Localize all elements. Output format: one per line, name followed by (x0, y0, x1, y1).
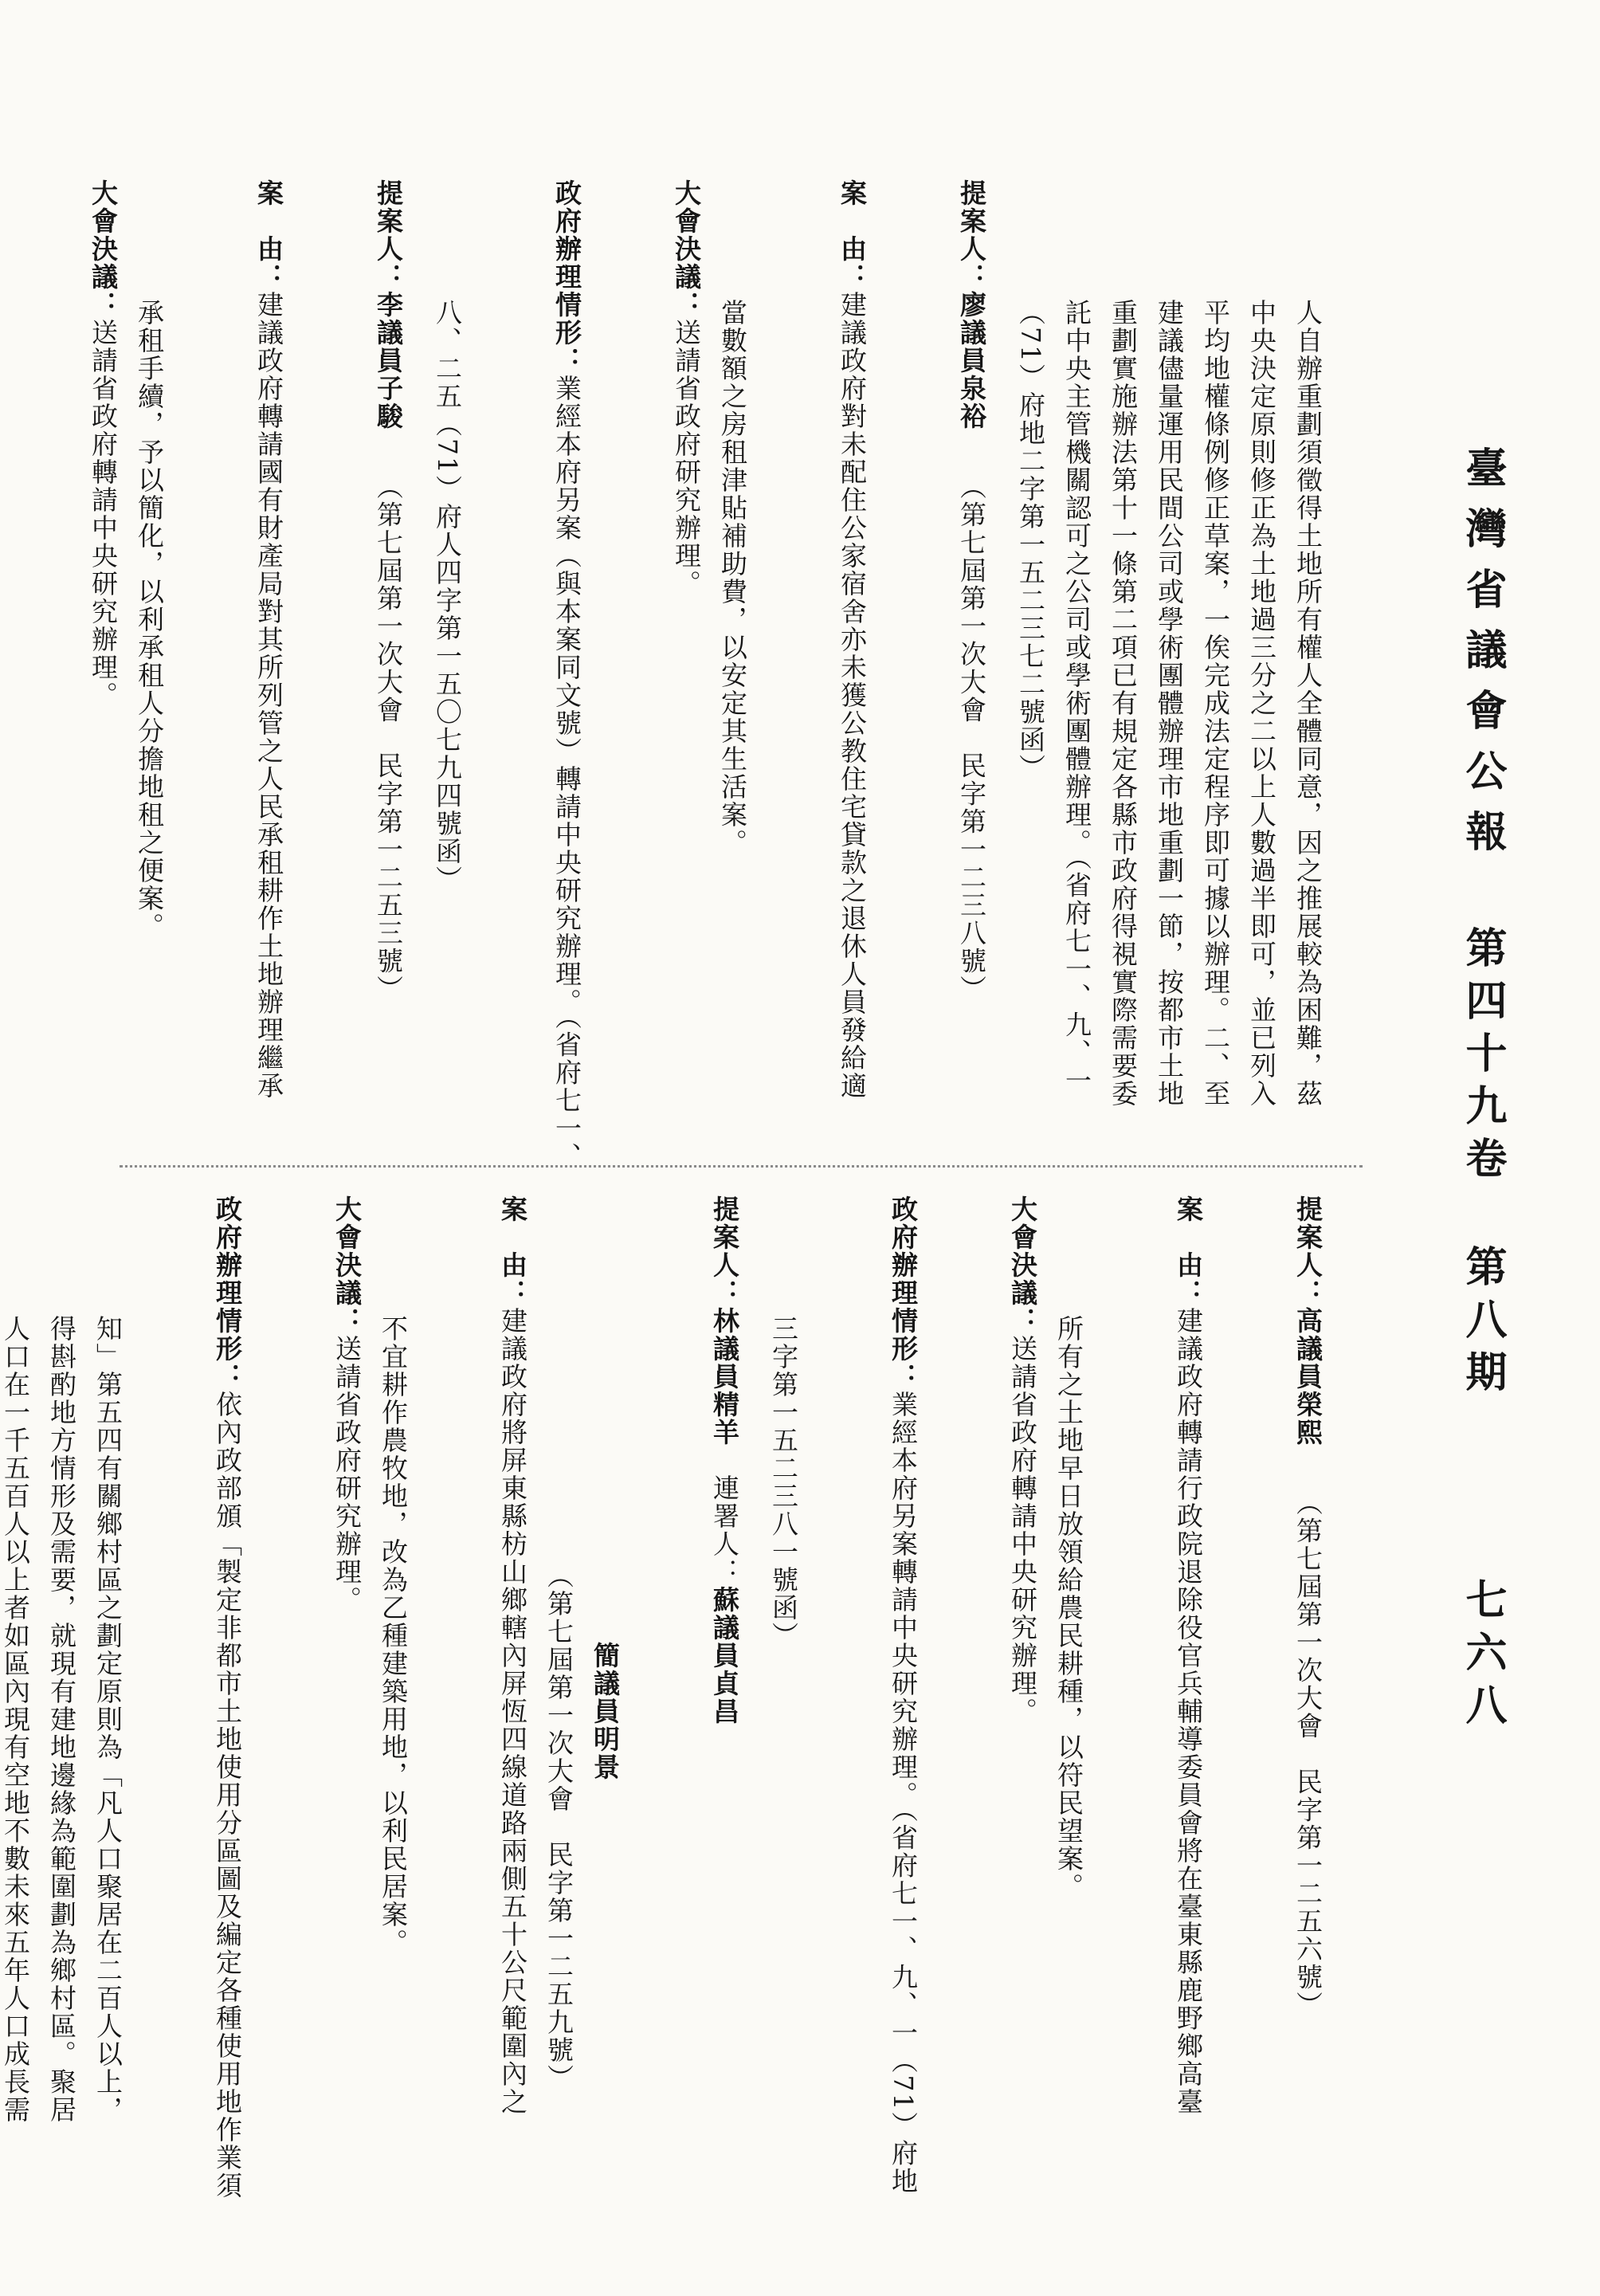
continued-line: 人自辦重劃須徵得土地所有權人全體同意，因之推展較為困難，茲 (1292, 299, 1324, 1108)
proposer-reference: （第七屆第一次大會 民字第一二五九號） (543, 1562, 575, 2092)
reason-label: 案 由： (497, 1195, 528, 1307)
proposer-name: 廖議員泉裕 (956, 291, 987, 430)
proposer-label: 提案人： (709, 1195, 740, 1307)
proposer-name: 李議員子駿 (373, 291, 404, 430)
reference-row (535, 1195, 582, 2176)
masthead (1453, 446, 1512, 1881)
bottom-section (0, 1195, 1331, 2200)
handling-row (806, 1195, 926, 2196)
reason-text: 建議政府對未配住公家宿舍亦未獲公教住宅貸款之退休人員發給適 (837, 291, 868, 1100)
continued-line: 中央決定原則修正為土地過三分之二以上人數過半即可，並已列入 (1246, 299, 1277, 1108)
continued-paragraph (1007, 179, 1331, 1140)
decision-row (6, 179, 126, 1140)
handling-text: 業經本府另案（與本案同文號）轉請中央研究辦理。（省府七一、 (551, 375, 582, 1171)
reason-text: 建議政府轉請國有財產局對其所列管之人民承租耕作土地辦理繼承 (253, 291, 284, 1100)
reason-row (172, 179, 292, 1140)
cosigner-label: 連署人： (709, 1474, 740, 1586)
reason-label: 案 由： (837, 179, 868, 291)
reason-text: 所有之土地早日放領給農民耕種，以符民望案。 (1053, 1315, 1084, 1901)
handling-label: 政府辦理情形： (888, 1195, 919, 1391)
decision-text: 送請省政府研究辦理。 (331, 1335, 363, 1614)
cosigner-name: 蘇議員貞昌 (709, 1586, 740, 1725)
publication-title: 臺灣省議會公報 (1458, 446, 1507, 870)
volume-number: 第四十九卷 (1458, 926, 1507, 1189)
proposal-entry (0, 179, 411, 1140)
proposal-entry (0, 1195, 747, 2200)
top-section (88, 179, 1331, 1171)
reason-text: 建議政府將屏東縣枋山鄉轄內屏恆四線道路兩側五十公尺範圍內之 (497, 1307, 528, 2116)
decision-label: 大會決議： (671, 179, 702, 319)
handling-text: 人口在一千五百人以上者如區內現有空地不數未來五年人口成長需 (0, 1315, 31, 2124)
cosigner-row (582, 1195, 628, 2176)
proposer-reference: （第七屆第一次大會 民字第一二五三號） (373, 486, 404, 1003)
page-number: 七六八 (1458, 1578, 1507, 1736)
proposal-entry (760, 1195, 1331, 2196)
proposer-name: 高議員榮熙 (1292, 1307, 1324, 1446)
proposer-label: 提案人： (1292, 1195, 1324, 1307)
reason-text: 承租手續，予以簡化，以利承租人分擔地租之便案。 (134, 299, 165, 940)
reason-text: 建議政府轉請行政院退除役官兵輔導委員會將在臺東縣鹿野鄉高臺 (1173, 1307, 1204, 2116)
proposer-row (875, 179, 994, 1140)
continued-line: 託中央主管機關認可之公司或學術團體辦理。（省府七一、九、一 (1061, 299, 1092, 1095)
reason-text: 當數額之房租津貼補助費，以安定其生活案。 (717, 299, 748, 857)
continued-line: 重劃實施辦法第十一條第二項已有規定各縣市政府得視實際需要委 (1108, 299, 1139, 1108)
proposer-label: 提案人： (956, 179, 987, 291)
reason-text: 不宜耕作農牧地，改為乙種建築用地，以利民居案。 (378, 1315, 409, 1957)
decision-text: 送請省政府轉請中央研究辦理。 (88, 319, 119, 709)
proposer-reference: （第七屆第一次大會 民字第一二五六號） (1292, 1502, 1324, 2019)
decision-text: 送請省政府研究辦理。 (671, 319, 702, 598)
handling-row (470, 179, 590, 1171)
section-divider (120, 1165, 1363, 1168)
continued-line: 平均地權條例修正草案，一俟完成法定程序即可據以辦理。二、至 (1200, 299, 1231, 1108)
reason-row (755, 179, 875, 1140)
continued-line: 建議儘量運用民間公司或學術團體辦理市地重劃一節，按都市土地 (1154, 299, 1185, 1108)
handling-text: 八、二五（71）府人四字第一五〇七九四號函） (432, 299, 463, 893)
handling-text: 依內政部頒「製定非都市土地使用分區圖及編定各種使用地作業須 (212, 1391, 243, 2200)
proposer-row (292, 179, 411, 1140)
proposer-reference: （第七屆第一次大會 民字第一二三八號） (956, 486, 987, 1003)
decision-row (250, 1195, 370, 2176)
handling-label: 政府辦理情形： (212, 1195, 243, 1391)
handling-text: 三字第一五二三八一號函） (768, 1315, 799, 1650)
proposer-name: 林議員精羊 (709, 1307, 740, 1446)
decision-label: 大會決議： (331, 1195, 363, 1335)
reason-label: 案 由： (1173, 1195, 1204, 1307)
decision-label: 大會決議： (88, 179, 119, 319)
handling-row (131, 1195, 250, 2200)
decision-label: 大會決議： (1007, 1195, 1038, 1335)
proposal-entry (424, 179, 994, 1171)
continued-line: （71）府地二字第一五二三七二號函） (1015, 299, 1046, 782)
handling-text: 知」第五四有關鄉村區之劃定原則為「凡人口聚居在二百人以上， (92, 1315, 124, 2124)
handling-text: 得斟酌地方情形及需要，就現有建地邊緣為範圍劃為鄉村區。聚居 (46, 1315, 77, 2124)
handling-label: 政府辦理情形： (551, 179, 582, 375)
handling-label (0, 179, 6, 375)
issue-number: 第八期 (1458, 1245, 1507, 1403)
decision-row (590, 179, 709, 1140)
handling-text: 業經本府另案轉請中央研究辦理。（省府七一、九、一（71）府地 (888, 1391, 919, 2196)
cosigner-name: 簡議員明景 (590, 1642, 621, 1781)
reason-row (1092, 1195, 1211, 2176)
proposer-row (1211, 1195, 1331, 2176)
handling-row (0, 179, 6, 1140)
reason-row (416, 1195, 535, 2176)
proposer-row (628, 1195, 747, 2176)
decision-text: 送請省政府轉請中央研究辦理。 (1007, 1335, 1038, 1725)
decision-row (926, 1195, 1045, 2176)
reason-label: 案 由： (253, 179, 284, 291)
proposer-label: 提案人： (373, 179, 404, 291)
